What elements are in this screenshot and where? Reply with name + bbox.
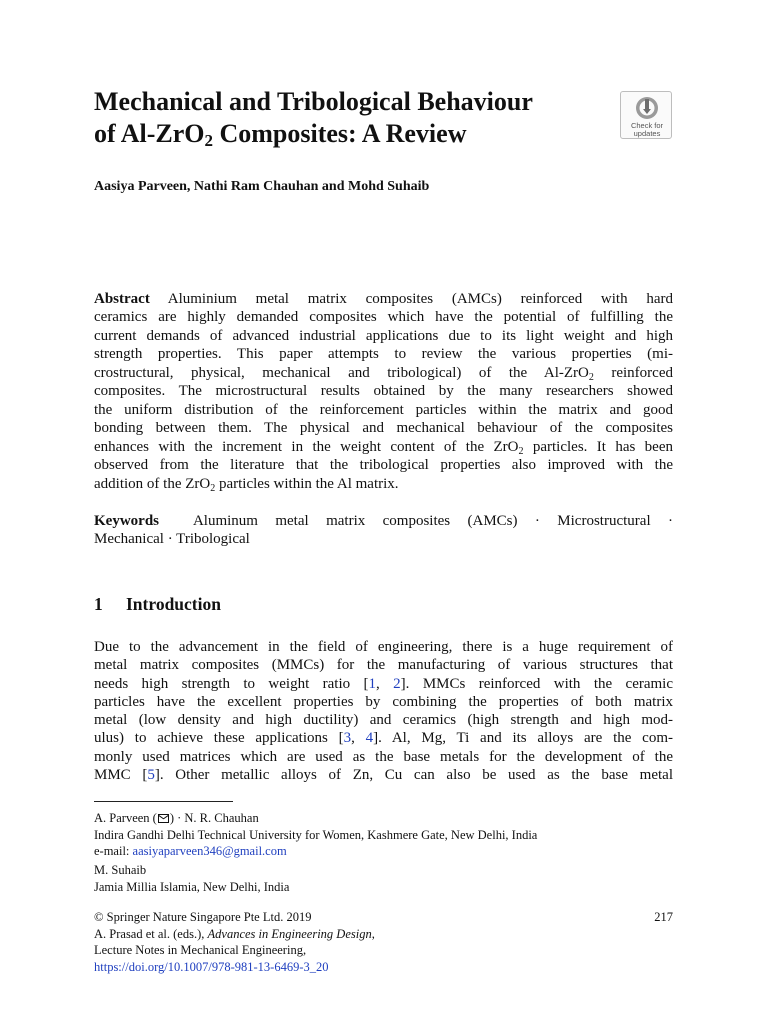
abstract-label: Abstract <box>94 291 150 307</box>
doi-link[interactable]: https://doi.org/10.1007/978-981-13-6469-3_20 <box>94 959 329 974</box>
keywords-label: Keywords <box>94 513 159 529</box>
citation-link[interactable]: 5 <box>147 767 155 784</box>
section-title: Introduction <box>126 594 221 614</box>
email-link[interactable]: aasiyaparveen346@gmail.com <box>132 844 287 858</box>
footnote-divider <box>94 801 233 802</box>
keywords: Keywords Aluminum metal matrix composites (AMCs) · Microstructural · Mechanical · Tribological <box>94 513 673 548</box>
page-number: 217 <box>654 910 673 924</box>
citation-link[interactable]: 2 <box>393 675 401 692</box>
copyright-block: © Springer Nature Singapore Pte Ltd. 2019 A. Prasad et al. (eds.), Advances in Engineering Design, Lecture Notes in Mechanical Engineering, https://doi.org/10.1007/978-981-13-6469-3_20 <box>94 910 375 974</box>
title-line-2: of Al-ZrO$_2$ Composites: A Review <box>94 119 467 150</box>
author-list: Aasiya Parveen, Nathi Ram Chauhan and Mohd Suhaib <box>94 179 430 194</box>
paper-title <box>94 86 594 150</box>
envelope-icon <box>158 814 169 823</box>
check-for-updates-badge[interactable] <box>620 91 672 139</box>
abstract: Abstract Aluminium metal matrix composites (AMCs) reinforced with hard ceramics are highly demanded composites which have the potential of fulfilling the current demands of advanced industrial applications due to its light weight and high strength properties. This paper attempts to review the various properties (mi- crostructural, physical, mechanical and tribological) of the Al-ZrO$_2$ reinforced composites. The microstructural results obtained by the many researchers showed the uniform distribution of the reinforcement particles within the matrix and good bonding between them. The physical and mechanical behaviour of the composites enhances with the increment in the weight content of the ZrO$_2$ particles. It has been observed from the literature that the tribological properties also improved with the addition of the ZrO$_2$ particles within the Al matrix. <box>94 291 673 494</box>
citation-link[interactable]: 4 <box>365 730 374 747</box>
title-line-1: Mechanical and Tribological Behaviour <box>94 87 533 116</box>
affiliation-footnote: A. Parveen ( ) · N. R. Chauhan Indira Gandhi Delhi Technical University for Women, Kashmere Gate, New Delhi, India e-mail: aasiyaparveen346@gmail.com <box>94 811 538 858</box>
citation-link[interactable]: 3 <box>343 730 352 747</box>
second-affiliation: M. Suhaib Jamia Millia Islamia, New Delhi, India <box>94 863 290 894</box>
citation-link[interactable]: 1 <box>368 675 377 692</box>
check-updates-icon <box>635 96 659 120</box>
check-updates-label: Check for updates <box>630 121 664 138</box>
section-heading-introduction <box>94 594 221 615</box>
section-number: 1 <box>94 594 103 614</box>
introduction-text: Due to the advancement in the field of engineering, there is a huge requirement of metal matrix composites (MMCs) for the manufacturing of various structures that needs high strength to weight ratio [1, 2]. MMCs reinforced with the ceramic particles have the excellent properties by combining the properties of both matrix metal (low density and high ductility) and ceramics (high strength and high mod- ulus) to achieve these applications [3, 4]. Al, Mg, Ti and its alloys are the com- monly used matrices which are used as the base metals for the development of the MMC [5]. Other metallic alloys of Zn, Cu can also be used as the base metal <box>94 639 674 784</box>
